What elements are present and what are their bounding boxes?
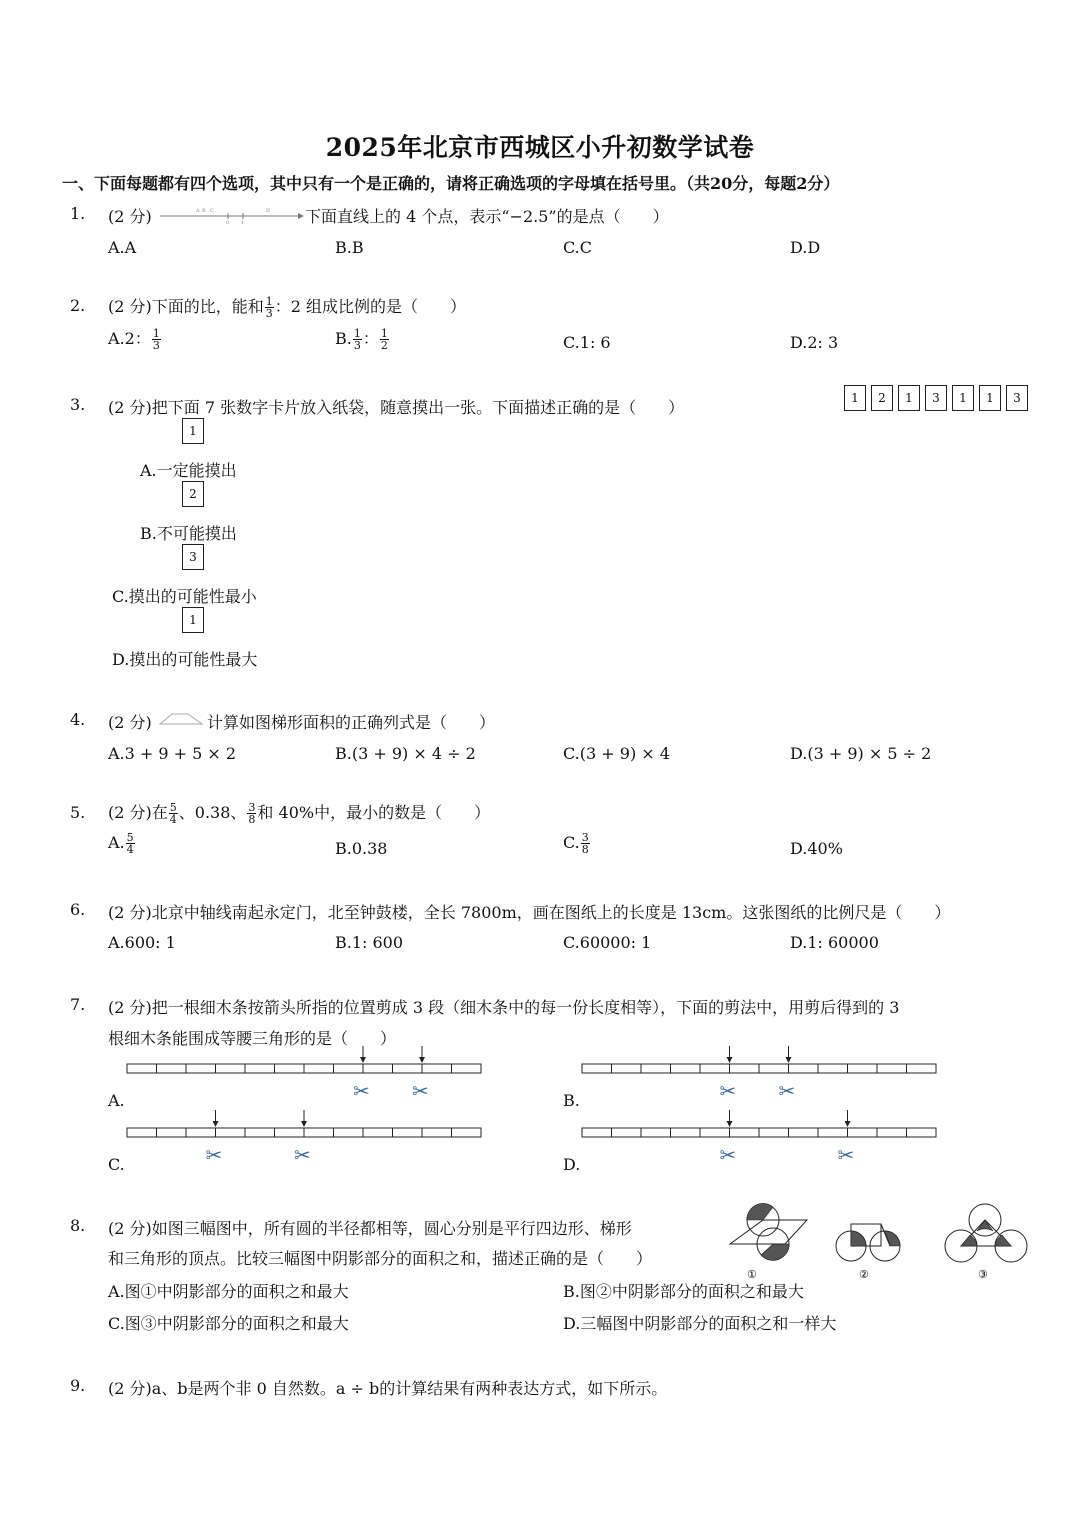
q4-option-c[interactable]: C.(3 + 9) × 4 [563,744,670,763]
q2-number: 2. [70,296,86,315]
q8-option-c[interactable]: C.图③中阴影部分的面积之和最大 [108,1314,349,1333]
q3-option-a-card: 1 [182,418,204,444]
q5-option-c[interactable]: C. $\frac{3}{8}$ [563,831,589,856]
q4-trapezoid-figure [158,710,206,728]
q9-number: 9. [70,1376,86,1395]
q8-stem-line2: 和三角形的顶点。比较三幅图中阴影部分的面积之和，描述正确的是（ ） [108,1249,653,1268]
q7-stem: (2 分)把一根细木条按箭头所指的位置剪成 3 段（细木条中的每一份长度相等），下面的剪法中，用剪后得到的 3 [108,998,900,1017]
q3-card: 2 [871,385,893,411]
q3-stem [108,395,684,418]
q3-option-a[interactable]: A.一定能摸出 [140,461,237,480]
q8-stem: (2 分)如图三幅图中，所有圆的半径都相等，圆心分别是平行四边形、梯形 [108,1219,632,1238]
q6-option-a[interactable]: A.600: 1 [108,933,176,952]
q1-point-a: A [196,208,200,214]
q5-option-d[interactable]: D.40% [790,839,843,858]
scissors-icon: ✂ [719,1079,737,1103]
q1-point-c: C [210,208,214,214]
q8-figure-triangle [945,1204,1027,1281]
q1-tick-1: 1 [241,220,245,224]
q7-option-d[interactable]: D. [563,1155,581,1174]
q8-fig-label-1: ① [747,1268,757,1281]
q5-stem: (2 分)在 $\frac{5}{4}$ 、0.38、 $\frac{3}{8}$ 和 40%中，最小的数是（ ） [108,801,491,826]
cut-arrow-head [360,1057,366,1063]
q8-option-d[interactable]: D.三幅图中阴影部分的面积之和一样大 [563,1314,837,1333]
q1-text: 下面直线上的 4 个点，表示“−2.5”的是点（ ） [305,207,669,226]
q7-number: 7. [70,995,86,1014]
q3-card: 1 [979,385,1001,411]
q4-number: 4. [70,710,86,729]
q7-figure-c [125,1108,485,1172]
q8-option-a[interactable]: A.图①中阴影部分的面积之和最大 [108,1282,349,1301]
q1-option-c[interactable]: C.C [563,238,592,257]
q3-card-row [844,385,1033,411]
q3-option-d[interactable]: D.摸出的可能性最大 [112,650,258,669]
q8-fig-label-2: ② [859,1268,869,1281]
q3-card: 1 [844,385,866,411]
q4-option-b[interactable]: B.(3 + 9) × 4 ÷ 2 [335,744,476,763]
q7-option-b[interactable]: B. [563,1091,580,1110]
q7-stem-line2: 根细木条能围成等腰三角形的是（ ） [108,1029,397,1048]
q1-number-line [158,204,304,224]
q3-number: 3. [70,395,86,414]
q3-option-d-card: 1 [182,607,204,633]
cut-arrow-head [845,1121,851,1127]
q2-option-c[interactable]: C.1: 6 [563,333,611,352]
q2-stem [108,294,466,319]
q7-figure-a [125,1044,485,1108]
scissors-icon: ✂ [294,1143,311,1167]
q3-card: 1 [952,385,974,411]
q1-option-d[interactable]: D.D [790,238,821,257]
q3-option-c[interactable]: C.摸出的可能性最小 [112,587,257,606]
q1-option-a[interactable]: A.A [108,238,137,257]
q3-option-b[interactable]: B.不可能摸出 [140,524,237,543]
q5-number: 5. [70,803,86,822]
scissors-icon: ✂ [353,1079,370,1103]
q8-figure-parallelogram [730,1203,807,1281]
scissors-icon: ✂ [719,1143,737,1167]
cut-arrow-head [419,1057,425,1063]
cut-arrow-head [727,1121,733,1127]
q4-score: (2 分) [108,713,152,732]
q5-option-a[interactable]: A. $\frac{5}{4}$ [108,831,134,856]
q4-option-d[interactable]: D.(3 + 9) × 5 ÷ 2 [790,744,932,763]
q8-figure-trapezoid [836,1224,900,1281]
q1-option-b[interactable]: B.B [335,238,364,257]
q8-number: 8. [70,1216,86,1235]
q3-option-b-card: 2 [182,481,204,507]
q6-option-b[interactable]: B.1: 600 [335,933,404,952]
q6-option-d[interactable]: D.1: 60000 [790,933,879,952]
page-title: 2025年北京市西城区小升初数学试卷 [325,133,755,162]
q3-card: 3 [1006,385,1028,411]
q9-stem: (2 分)a、b是两个非 0 自然数。a ÷ b的计算结果有两种表达方式，如下所示。 [108,1379,668,1398]
q2-option-a[interactable]: A.2： $\frac{1}{3}$ [108,327,160,352]
q5-option-b[interactable]: B.0.38 [335,839,388,858]
q7-figure-d [580,1108,940,1172]
q6-stem: (2 分)北京中轴线南起永定门，北至钟鼓楼，全长 7800m，画在图纸上的长度是 13cm。这张图纸的比例尺是（ ） [108,903,951,922]
q8-figures [725,1200,1035,1282]
cut-arrow-head [786,1057,792,1063]
q7-option-a[interactable]: A. [108,1091,125,1110]
q3-score: (2 分) [108,398,152,417]
scissors-icon: ✂ [778,1079,796,1103]
cut-arrow-head [727,1057,733,1063]
section-heading: 一、下面每题都有四个选项，其中只有一个是正确的，请将正确选项的字母填在括号里。（共20分，每题2分） [62,174,840,193]
q7-figure-b [580,1044,940,1108]
q4-option-a[interactable]: A.3 + 9 + 5 × 2 [108,744,237,763]
q2-text-a: 下面的比，能和 [151,297,264,316]
q1-score: (2 分) [108,207,152,226]
q1-tick-0: 0 [226,220,230,224]
q2-text-b: ：2 组成比例的是（ ） [274,297,467,316]
q3-text: 把下面 7 张数字卡片放入纸袋，随意摸出一张。下面描述正确的是（ ） [151,398,685,417]
cut-arrow-head [301,1121,307,1127]
q7-bar-b [582,1046,936,1103]
q6-number: 6. [70,900,86,919]
q3-card: 3 [925,385,947,411]
scissors-icon: ✂ [837,1143,855,1167]
q4-text: 计算如图梯形面积的正确列式是（ ） [207,713,496,732]
q3-card: 1 [898,385,920,411]
cut-arrow-head [213,1121,219,1127]
scissors-icon: ✂ [412,1079,429,1103]
q7-bar-d [582,1110,936,1167]
q2-option-b[interactable]: B. $\frac{1}{3}$ ： $\frac{1}{2}$ [335,327,388,352]
q2-score: (2 分) [108,297,152,316]
q6-option-c[interactable]: C.60000: 1 [563,933,652,952]
q3-option-c-card: 3 [182,544,204,570]
q1-point-d: D [266,208,271,214]
q2-option-d[interactable]: D.2: 3 [790,333,839,352]
q7-bar-c [127,1110,481,1167]
q8-option-b[interactable]: B.图②中阴影部分的面积之和最大 [563,1282,804,1301]
scissors-icon: ✂ [205,1143,223,1167]
q8-fig-label-3: ③ [978,1268,988,1281]
q7-bar-a [127,1046,481,1103]
q2-fraction: $\frac{1}{3}$ [265,295,273,320]
q1-number: 1. [70,204,86,223]
q1-point-b: B [202,208,206,214]
q7-option-c[interactable]: C. [108,1155,125,1174]
